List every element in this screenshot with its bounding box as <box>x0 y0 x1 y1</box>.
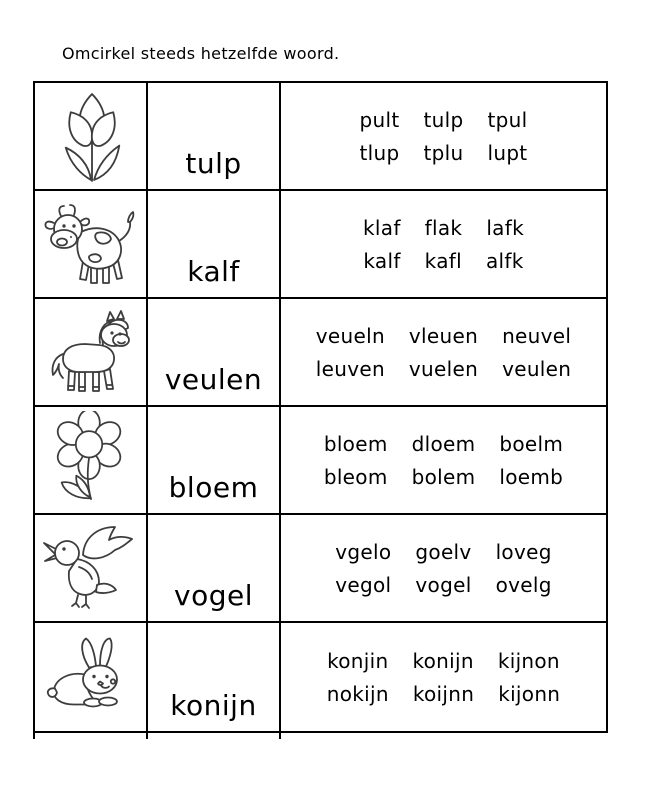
target-word-cell <box>148 83 281 191</box>
options-line <box>335 573 551 597</box>
option-word[interactable]: lafk <box>486 215 524 240</box>
options-line <box>363 216 524 240</box>
option-word[interactable]: vogel <box>415 572 472 597</box>
option-word[interactable]: tulp <box>423 107 464 132</box>
options-line <box>324 465 563 489</box>
option-word[interactable]: vuelen <box>408 356 479 381</box>
image-cell-tulip <box>35 83 148 191</box>
target-word-cell <box>148 299 281 407</box>
options-line <box>327 682 561 706</box>
option-word[interactable]: neuvel <box>502 323 572 348</box>
target-word-cell <box>148 191 281 299</box>
tulip-image <box>45 88 137 184</box>
table-continuation-line <box>146 731 148 739</box>
target-word-label: vogel <box>174 579 253 612</box>
image-cell-foal <box>35 299 148 407</box>
option-word[interactable]: pult <box>359 107 400 132</box>
option-word[interactable]: tlup <box>359 140 400 165</box>
option-word[interactable]: tpul <box>487 107 528 132</box>
option-word[interactable]: loveg <box>495 539 552 564</box>
option-word[interactable]: bleom <box>323 464 388 489</box>
option-word[interactable]: kijnon <box>497 648 560 673</box>
option-word[interactable]: nokijn <box>326 681 389 706</box>
target-word-label: bloem <box>168 471 259 504</box>
option-word[interactable]: boelm <box>499 431 564 456</box>
table-continuation-line <box>279 731 281 739</box>
option-word[interactable]: vgelo <box>335 539 392 564</box>
option-word[interactable]: lupt <box>487 140 528 165</box>
option-word[interactable]: veulen <box>502 356 572 381</box>
target-word-cell <box>148 515 281 623</box>
target-word-label: tulp <box>185 147 242 180</box>
rabbit-image <box>41 634 141 720</box>
option-word[interactable]: bolem <box>411 464 476 489</box>
option-word[interactable]: kijonn <box>498 681 561 706</box>
options-cell <box>281 191 606 299</box>
option-word[interactable]: tplu <box>423 140 464 165</box>
worksheet-table <box>33 81 608 733</box>
option-word[interactable]: bloem <box>323 431 388 456</box>
option-word[interactable]: flak <box>424 215 463 240</box>
options-line <box>360 141 528 165</box>
option-word[interactable]: vleuen <box>408 323 479 348</box>
worksheet-instruction: Omcirkel steeds hetzelfde woord. <box>62 44 340 63</box>
option-word[interactable]: konijn <box>412 648 474 673</box>
image-cell-calf <box>35 191 148 299</box>
option-word[interactable]: kalf <box>363 248 401 273</box>
option-word[interactable]: koijnn <box>412 681 475 706</box>
options-line <box>360 108 528 132</box>
image-cell-flower <box>35 407 148 515</box>
target-word-label: kalf <box>187 255 240 288</box>
options-cell <box>281 515 606 623</box>
bird-image <box>41 523 141 613</box>
calf-image <box>41 199 141 289</box>
option-word[interactable]: alfk <box>485 248 524 273</box>
options-line <box>316 324 571 348</box>
option-word[interactable]: vegol <box>335 572 392 597</box>
foal-image <box>41 307 141 397</box>
options-line <box>327 649 560 673</box>
image-cell-rabbit <box>35 623 148 731</box>
options-line <box>335 540 551 564</box>
options-line <box>316 357 571 381</box>
options-line <box>324 432 563 456</box>
target-word-cell <box>148 407 281 515</box>
options-cell <box>281 299 606 407</box>
table-continuation-line <box>33 731 35 739</box>
option-word[interactable]: kafl <box>424 248 462 273</box>
option-word[interactable]: leuven <box>315 356 385 381</box>
option-word[interactable]: konjin <box>327 648 389 673</box>
options-cell <box>281 623 606 731</box>
options-cell <box>281 83 606 191</box>
option-word[interactable]: veueln <box>315 323 385 348</box>
option-word[interactable]: dloem <box>411 431 476 456</box>
target-word-label: veulen <box>164 363 263 396</box>
options-line <box>363 249 523 273</box>
target-word-cell <box>148 623 281 731</box>
flower-image <box>44 411 137 509</box>
option-word[interactable]: loemb <box>499 464 564 489</box>
option-word[interactable]: ovelg <box>495 572 552 597</box>
target-word-label: konijn <box>170 689 257 722</box>
options-cell <box>281 407 606 515</box>
option-word[interactable]: goelv <box>415 539 472 564</box>
image-cell-bird <box>35 515 148 623</box>
option-word[interactable]: klaf <box>363 215 401 240</box>
